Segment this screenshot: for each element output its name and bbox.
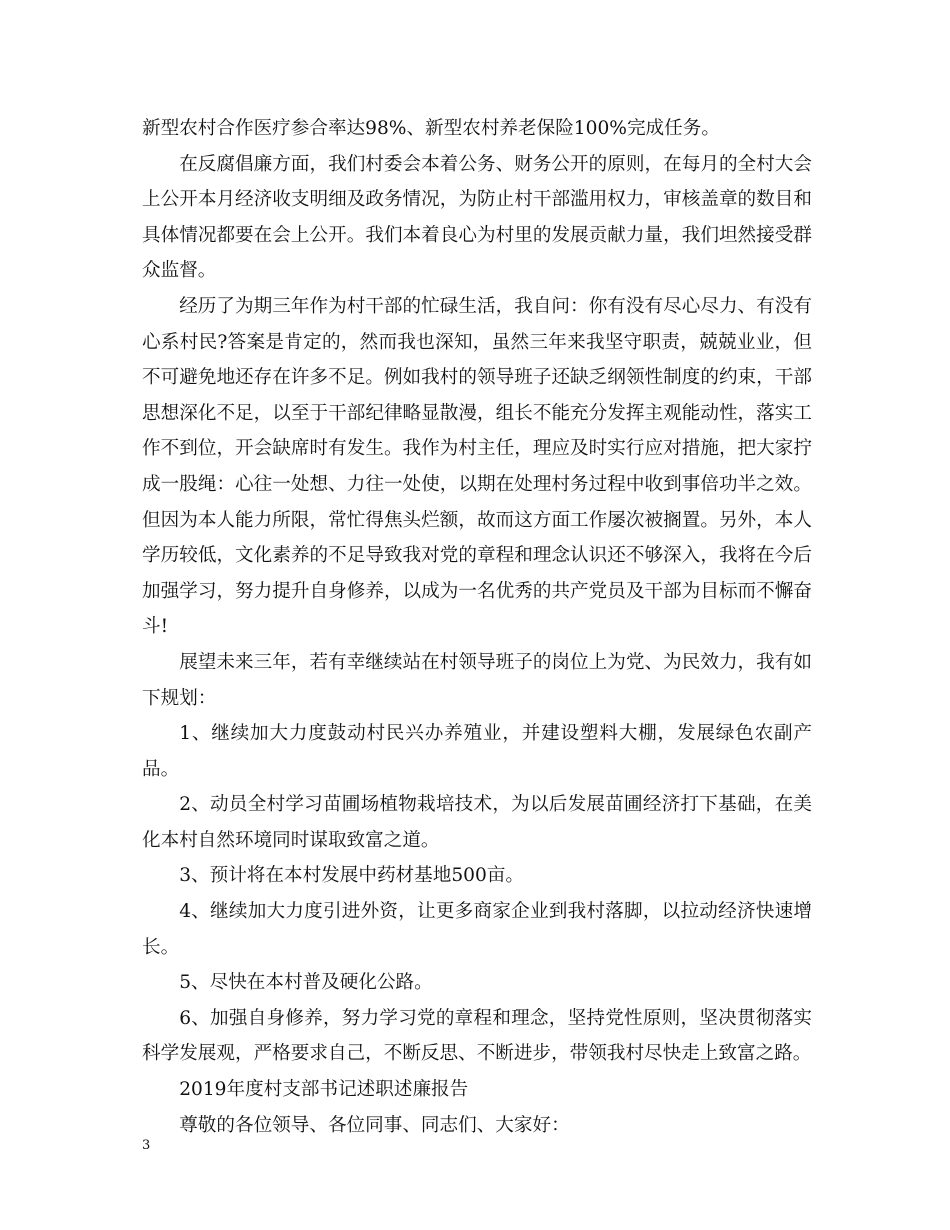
page-number: 3 (142, 1138, 151, 1153)
document-body (142, 111, 812, 1143)
plan-item-2: 2、动员全村学习苗圃场植物栽培技术，为以后发展苗圃经济打下基础，在美化本村自然环境同时谋取致富之道。 (142, 794, 812, 851)
plan-item-3: 3、预计将在本村发展中药材基地500亩。 (179, 865, 525, 887)
paragraph-4: 展望未来三年，若有幸继续站在村领导班子的岗位上为党、为民效力，我有如下规划： (142, 651, 812, 709)
plan-item-6: 6、加强自身修养，努力学习党的章程和理念，坚持党性原则，坚决贯彻落实科学发展观，严格要求自己，不断反思、不断进步，带领我村尽快走上致富之路。 (142, 1007, 812, 1065)
section-title: 2019年度村支部书记述职述廉报告 (179, 1079, 469, 1101)
plan-item-1: 1、继续加大力度鼓动村民兴办养殖业，并建设塑料大棚，发展绿色农副产品。 (142, 723, 812, 780)
plan-item-5: 5、尽快在本村普及硬化公路。 (179, 972, 433, 994)
salutation: 尊敬的各位领导、各位同事、同志们、大家好： (179, 1114, 570, 1136)
paragraph-2: 在反腐倡廉方面，我们村委会本着公务、财务公开的原则，在每月的全村大会上公开本月经济收支明细及政务情况，为防止村干部滥用权力，审核盖章的数目和具体情况都要在会上公开。我们本着良心为村里的发展贡献力量，我们坦然接受群众监督。 (142, 153, 812, 282)
paragraph-1: 新型农村合作医疗参合率达98%、新型农村养老保险100%完成任务。 (142, 118, 720, 139)
paragraph-3: 经历了为期三年作为村干部的忙碌生活，我自问：你有没有尽心尽力、有没有心系村民?答案是肯定的，然而我也深知，虽然三年来我坚守职责，兢兢业业，但不可避免地还存在许多不足。例如我村的领导班子还缺乏纲领性制度的约束，干部思想深化不足，以至于干部纪律略显散漫，组长不能充分发挥主观能动性，落实工作不到位，开会缺席时有发生。我作为村主任，理应及时实行应对措施，把大家拧成一股绳：心往一处想、力往一处使，以期在处理村务过程中收到事倍功半之效。但因为本人能力所限，常忙得焦头烂额，故而这方面工作屡次被搁置。另外，本人学历较低，文化素养的不足导致我对党的章程和理念认识还不够深入，我将在今后加强学习，努力提升自身修养，以成为一名优秀的共产党员及干部为目标而不懈奋斗! (142, 295, 812, 638)
plan-item-4: 4、继续加大力度引进外资，让更多商家企业到我村落脚，以拉动经济快速增长。 (142, 901, 812, 958)
